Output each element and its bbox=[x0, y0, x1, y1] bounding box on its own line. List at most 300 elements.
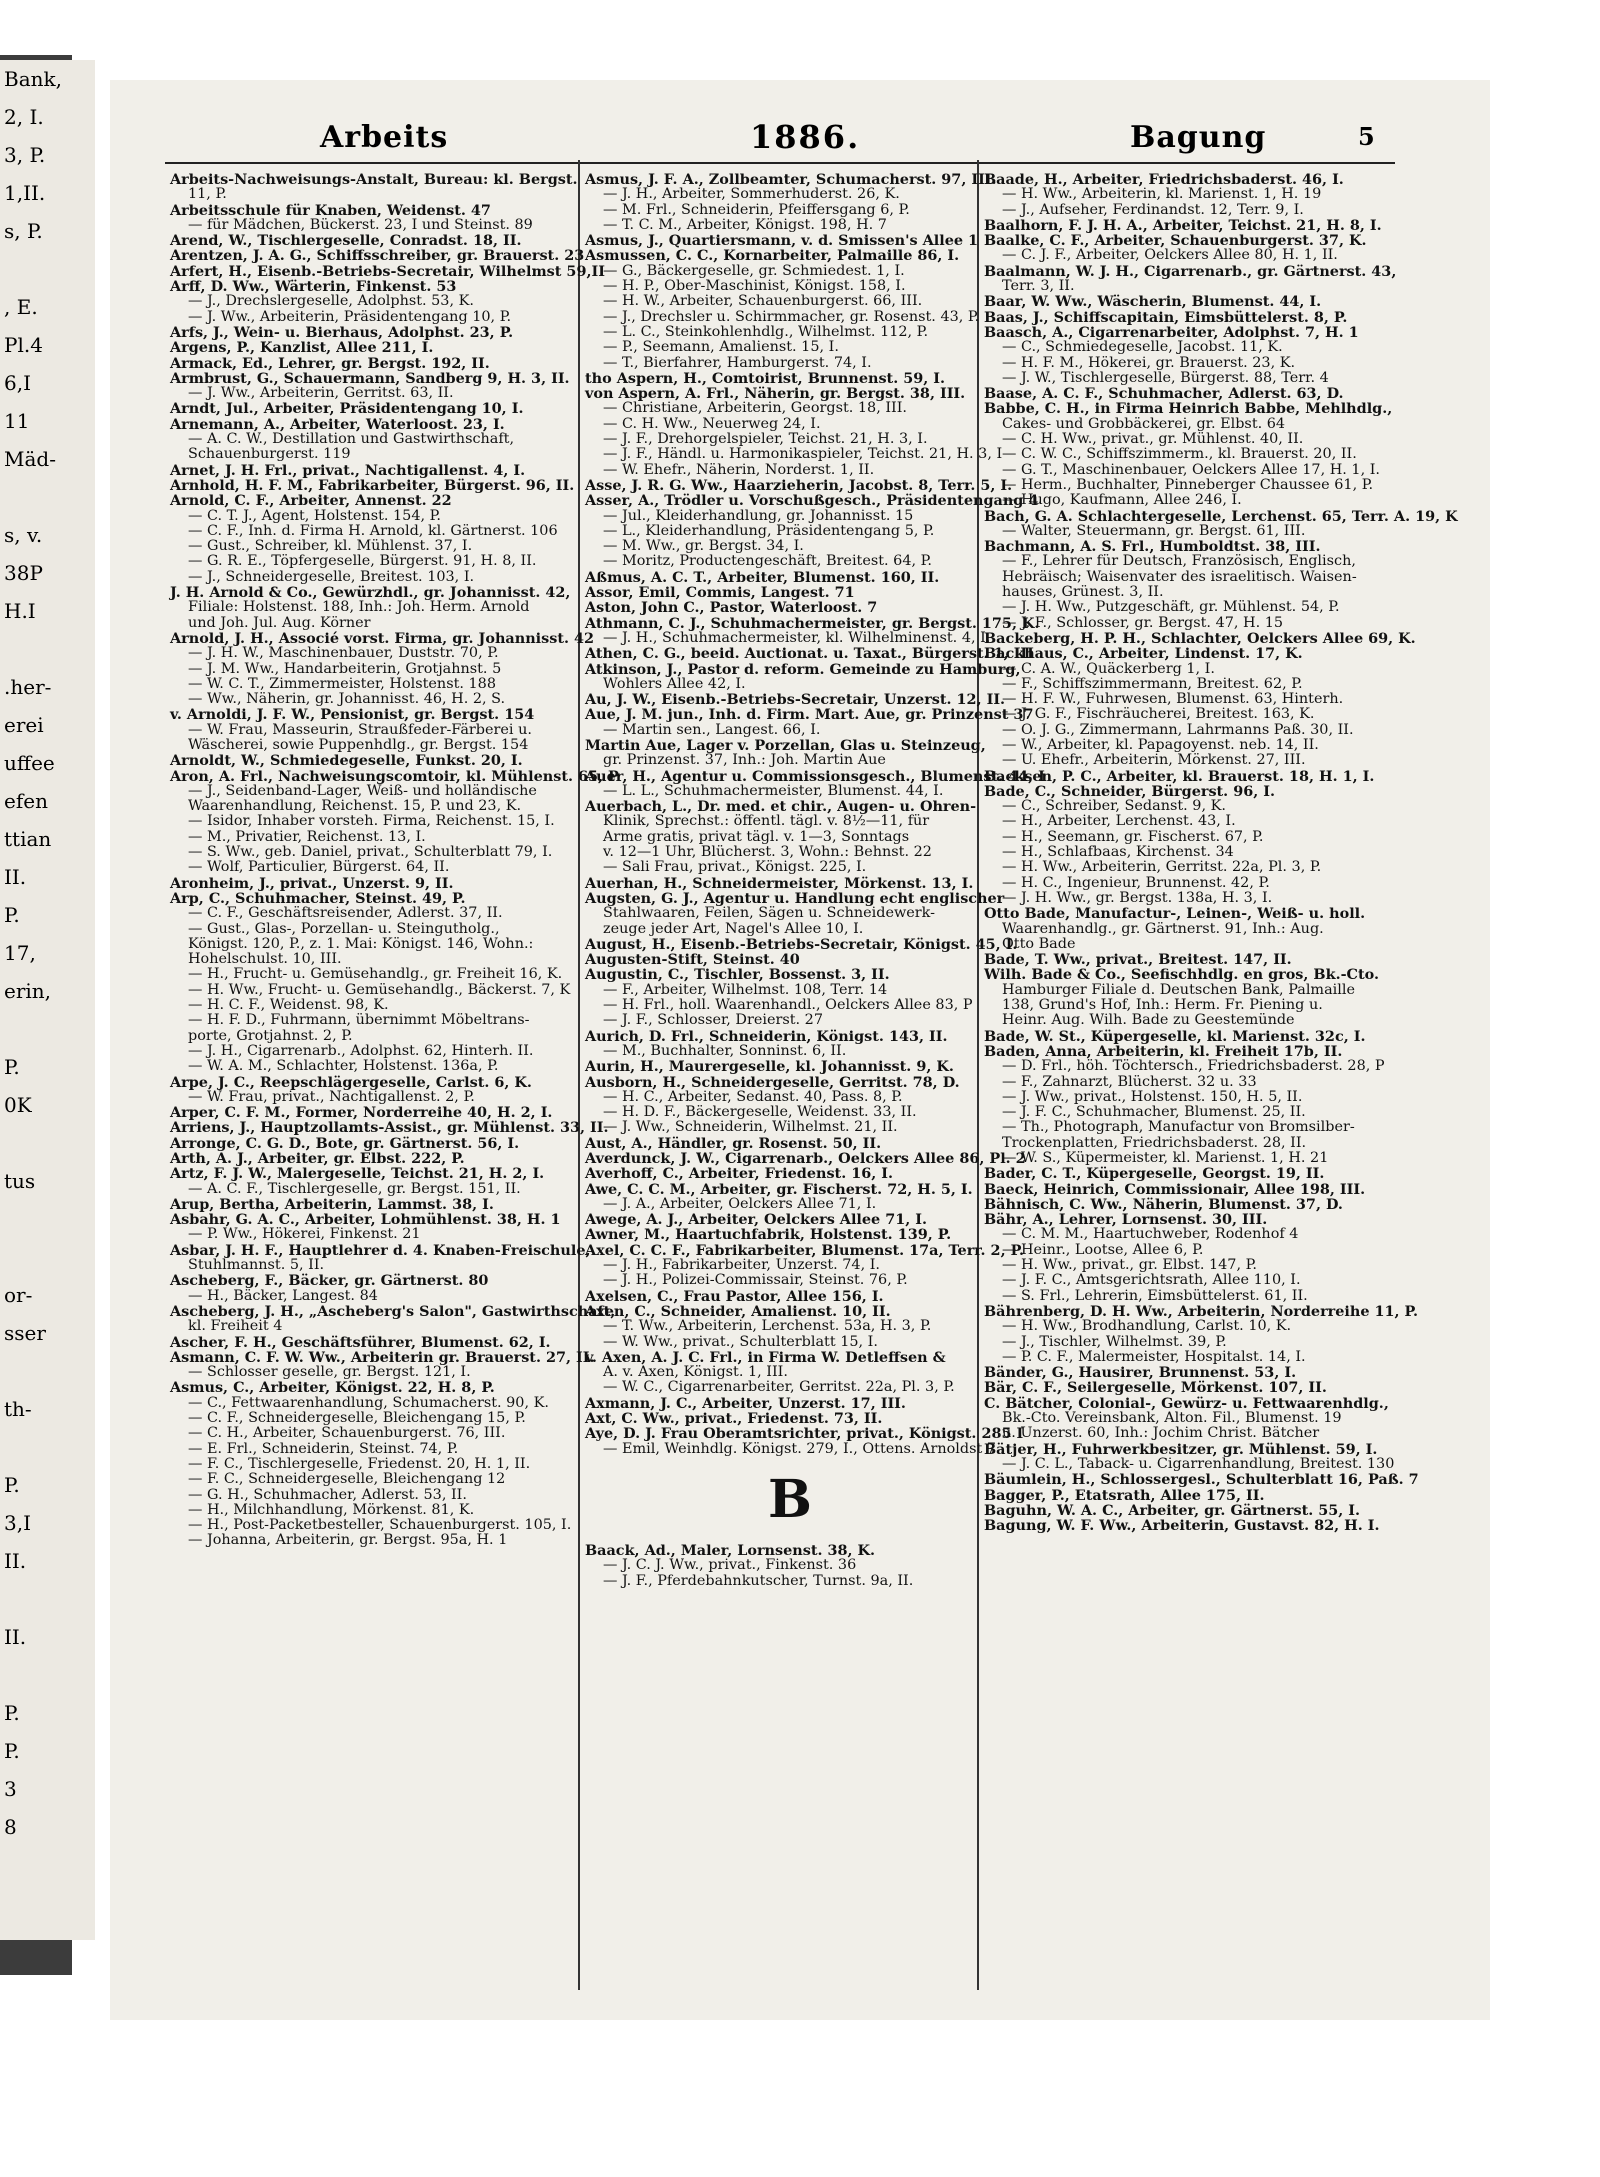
directory-entry: — J. Ww., Schneiderin, Wilhelmst. 21, II. bbox=[603, 1119, 898, 1136]
directory-entry: Awner, M., Haartuchfabrik, Holstenst. 139, P. bbox=[585, 1226, 952, 1244]
directory-entry: — H. F. W., Fuhrwesen, Blumenst. 63, Hinterh. bbox=[1002, 691, 1344, 708]
directory-entry: Aßmus, A. C. T., Arbeiter, Blumenst. 160, II. bbox=[585, 568, 940, 586]
directory-entry: — J. Ww., privat., Holstenst. 150, H. 5, II. bbox=[1002, 1088, 1303, 1105]
directory-entry: Asmussen, C. C., Kornarbeiter, Palmaille 86, I. bbox=[585, 247, 960, 265]
directory-entry: — T. Ww., Arbeiterin, Lerchenst. 53a, H. 3, P. bbox=[603, 1318, 932, 1335]
directory-entry: Augusten-Stift, Steinst. 40 bbox=[585, 951, 800, 969]
directory-entry: Aston, John C., Pastor, Waterloost. 7 bbox=[585, 599, 878, 617]
directory-entry: — J. H., Cigarrenarb., Adolphst. 62, Hinterh. II. bbox=[188, 1042, 534, 1059]
section-letter: B bbox=[768, 1468, 812, 1530]
margin-fragment: 0K bbox=[4, 1093, 32, 1117]
directory-entry: — H. C., Ingenieur, Brunnenst. 42, P. bbox=[1002, 874, 1270, 891]
directory-entry: Ausborn, H., Schneidergeselle, Gerritst. 78, D. bbox=[585, 1073, 960, 1091]
directory-entry: — H., Arbeiter, Lerchenst. 43, I. bbox=[1002, 813, 1236, 830]
directory-column-1 bbox=[170, 171, 619, 1972]
directory-entry: — H., Post-Packetbesteller, Schauenburgerst. 105, I. bbox=[188, 1517, 572, 1534]
directory-entry: Auerhan, H., Schneidermeister, Mörkenst. 13, I. bbox=[585, 874, 974, 892]
margin-fragment: II. bbox=[4, 1549, 27, 1573]
directory-entry: Awe, C. C. M., Arbeiter, gr. Fischerst. 72, H. 5, I. bbox=[585, 1180, 973, 1198]
directory-entry: — J. F., Händl. u. Harmonikaspieler, Teichst. 21, H. 3, I bbox=[603, 446, 1003, 463]
directory-entry: Terr. 3, II. bbox=[1002, 278, 1075, 295]
directory-entry: Bäumlein, H., Schlossergesl., Schulterblatt 16, Paß. 7 bbox=[984, 1471, 1419, 1489]
directory-entry: — L. C., Steinkohlenhdlg., Wilhelmst. 112, P. bbox=[603, 323, 929, 340]
directory-entry: — M. Frl., Schneiderin, Pfeiffersgang 6, P. bbox=[603, 201, 910, 218]
directory-entry: Aurich, D. Frl., Schneiderin, Königst. 143, II. bbox=[585, 1027, 948, 1045]
directory-entry: Axen, C., Schneider, Amalienst. 10, II. bbox=[585, 1302, 891, 1320]
directory-entry: — Heinr., Lootse, Allee 6, P. bbox=[1002, 1241, 1204, 1258]
directory-entry: Averhoff, C., Arbeiter, Friedenst. 16, I. bbox=[585, 1165, 893, 1183]
directory-entry: — C. T. J., Agent, Holstenst. 154, P. bbox=[188, 507, 441, 524]
directory-entry: — C. H., Arbeiter, Schauenburgerst. 76, III. bbox=[188, 1425, 506, 1442]
directory-entry: Arbeits-Nachweisungs-Anstalt, Bureau: kl. Bergst. bbox=[170, 171, 578, 188]
directory-entry: — G. H., Schuhmacher, Adlerst. 53, II. bbox=[188, 1486, 467, 1503]
previous-page-margin bbox=[0, 60, 95, 1940]
directory-entry: hauses, Grünest. 3, II. bbox=[1002, 584, 1164, 601]
margin-fragment: II. bbox=[4, 1625, 27, 1649]
directory-entry: Atkinson, J., Pastor d. reform. Gemeinde zu Hamburg, bbox=[585, 660, 1021, 678]
directory-entry: — C. H. Ww., Neuerweg 24, I. bbox=[603, 415, 821, 432]
directory-entry: — J., Drechsler u. Schirmmacher, gr. Rosenst. 43, P. bbox=[603, 308, 980, 325]
margin-fragment: 6,I bbox=[4, 371, 31, 395]
directory-entry: Arfert, H., Eisenb.-Betriebs-Secretair, Wilhelmst 59,II bbox=[170, 262, 605, 280]
directory-entry: — Christiane, Arbeiterin, Georgst. 18, III. bbox=[603, 400, 907, 417]
directory-entry: Asmann, C. F. W. Ww., Arbeiterin gr. Brauerst. 27, II. bbox=[170, 1348, 595, 1366]
directory-entry: tho Aspern, H., Comtoirist, Brunnenst. 59, I. bbox=[585, 369, 946, 387]
directory-entry: — Moritz, Productengeschäft, Breitest. 64, P. bbox=[603, 553, 932, 570]
directory-entry: — F., Arbeiter, Wilhelmst. 108, Terr. 14 bbox=[603, 981, 888, 998]
directory-entry: Baeck, Heinrich, Commissionair, Allee 198, III. bbox=[984, 1180, 1366, 1198]
directory-entry: — A. C. F., Tischlergeselle, gr. Bergst. 151, II. bbox=[188, 1180, 521, 1197]
directory-entry: A. v. Axen, Königst. 1, III. bbox=[603, 1364, 788, 1381]
directory-entry: Ascher, F. H., Geschäftsführer, Blumenst. 62, I. bbox=[170, 1333, 551, 1351]
directory-entry: Au, J. W., Eisenb.-Betriebs-Secretair, Unzerst. 12, II. bbox=[585, 691, 1006, 709]
directory-entry: — W. Frau, Masseurin, Straußfeder-Färberei u. bbox=[188, 721, 532, 738]
directory-entry: Averdunck, J. W., Cigarrenarb., Oelckers Allee 86, Pl. 2 bbox=[585, 1150, 1026, 1167]
directory-entry: Aronheim, J., privat., Unzerst. 9, II. bbox=[170, 874, 454, 892]
margin-fragment bbox=[0, 1580, 95, 1618]
directory-entry: Baack, Ad., Maler, Lornsenst. 38, K. bbox=[585, 1541, 876, 1559]
directory-entry: — J. H. Ww., Putzgeschäft, gr. Mühlenst. 54, P. bbox=[1002, 599, 1340, 616]
directory-entry: — C. J. F., Arbeiter, Oelckers Allee 80, H. 1, II. bbox=[1002, 247, 1338, 264]
directory-entry: — J. C. L., Taback- u. Cigarrenhandlung, Breitest. 130 bbox=[1002, 1455, 1395, 1472]
directory-entry: Bätjer, H., Fuhrwerkbesitzer, gr. Mühlenst. 59, I. bbox=[984, 1440, 1378, 1458]
directory-entry: Bähr, A., Lehrer, Lornsenst. 30, III. bbox=[984, 1211, 1268, 1229]
directory-entry: — Jul., Kleiderhandlung, gr. Johannisst. 15 bbox=[603, 507, 914, 524]
directory-entry: Athmann, C. J., Schuhmachermeister, gr. Bergst. 175, K. bbox=[585, 614, 1040, 632]
directory-entry: — J. G. F., Fischräucherei, Breitest. 163, K. bbox=[1002, 706, 1315, 723]
directory-entry: — Gust., Schreiber, kl. Mühlenst. 37, I. bbox=[188, 538, 473, 555]
directory-entry: — H., Schlafbaas, Kirchenst. 34 bbox=[1002, 844, 1234, 861]
margin-fragment: , E. bbox=[4, 295, 38, 319]
directory-entry: Aye, D. J. Frau Oberamtsrichter, privat., Königst. 285 I bbox=[585, 1425, 1024, 1443]
directory-entry: — H. F. D., Fuhrmann, übernimmt Möbeltrans- bbox=[188, 1012, 530, 1029]
directory-entry: Augsten, G. J., Agentur u. Handlung echt englischer bbox=[585, 889, 1005, 907]
margin-fragment: 8 bbox=[4, 1815, 17, 1839]
directory-entry: Armbrust, G., Schauermann, Sandberg 9, H. 3, II. bbox=[170, 369, 570, 387]
directory-entry: zeuge jeder Art, Nagel's Allee 10, I. bbox=[603, 920, 864, 937]
directory-entry: Wohlers Allee 42, I. bbox=[603, 675, 746, 692]
directory-entry: C. Bätcher, Colonial-, Gewürz- u. Fettwaarenhdlg., bbox=[984, 1394, 1389, 1412]
directory-entry: — W. A. M., Schlachter, Holstenst. 136a, P. bbox=[188, 1058, 499, 1075]
directory-entry: Bär, C. F., Seilergeselle, Mörkenst. 107, II. bbox=[984, 1379, 1327, 1397]
margin-fragment: s, v. bbox=[4, 523, 43, 547]
directory-entry: — H. F. M., Hökerei, gr. Brauerst. 23, K. bbox=[1002, 354, 1296, 371]
margin-fragment bbox=[0, 1352, 95, 1390]
directory-entry: Athen, C. G., beeid. Auctionat. u. Taxat., Bürgerst. 1, III bbox=[585, 645, 1034, 663]
directory-entry: — C. F., Inh. d. Firma H. Arnold, kl. Gärtnerst. 106 bbox=[188, 522, 558, 539]
header-right-keyword: Bagung bbox=[1130, 120, 1267, 155]
directory-entry: — F. C., Tischlergeselle, Friedenst. 20, H. 1, II. bbox=[188, 1455, 531, 1472]
directory-entry: — F., Lehrer für Deutsch, Französisch, Englisch, bbox=[1002, 553, 1356, 570]
directory-entry: — J. W., Tischlergeselle, Bürgerst. 88, Terr. 4 bbox=[1002, 369, 1329, 386]
directory-entry: — J. H., Polizei-Commissair, Steinst. 76, P. bbox=[603, 1272, 908, 1289]
directory-entry: Arp, C., Schuhmacher, Steinst. 49, P. bbox=[170, 889, 466, 907]
directory-entry: Martin Aue, Lager v. Porzellan, Glas u. Steinzeug, bbox=[585, 736, 986, 754]
directory-entry: — C. A. W., Quäckerberg 1, I. bbox=[1002, 660, 1215, 677]
directory-entry: — J., Schneidergeselle, Breitest. 103, I. bbox=[188, 568, 475, 585]
directory-entry: — O. J. G., Zimmermann, Lahrmanns Paß. 30, II. bbox=[1002, 721, 1354, 738]
directory-entry: — J. H. Ww., gr. Bergst. 138a, H. 3, I. bbox=[1002, 889, 1273, 906]
directory-entry: — T., Bierfahrer, Hamburgerst. 74, I. bbox=[603, 354, 872, 371]
directory-entry: kl. Freiheit 4 bbox=[188, 1318, 283, 1335]
directory-entry: — U. Ehefr., Arbeiterin, Mörkenst. 27, III. bbox=[1002, 752, 1306, 769]
directory-entry: Bade, C., Schneider, Bürgerst. 96, I. bbox=[984, 782, 1275, 800]
header-left-keyword: Arbeits bbox=[320, 120, 449, 155]
directory-entry: — J., Seidenband-Lager, Weiß- und holländische bbox=[188, 782, 537, 799]
margin-fragment: erin, bbox=[4, 979, 52, 1003]
directory-entry: — Herm., Buchhalter, Pinneberger Chaussee 61, P. bbox=[1002, 476, 1374, 493]
directory-entry: — F., Schiffszimmermann, Breitest. 62, P. bbox=[1002, 675, 1303, 692]
margin-fragment: 38P bbox=[4, 561, 43, 585]
directory-entry: — J. F., Schlosser, gr. Bergst. 47, H. 15 bbox=[1002, 614, 1284, 631]
directory-entry: gr. Prinzenst. 37, Inh.: Joh. Martin Aue bbox=[603, 752, 886, 769]
margin-fragment: 2, I. bbox=[4, 105, 44, 129]
directory-entry: Arentzen, J. A. G., Schiffsschreiber, gr. Brauerst. 23 bbox=[170, 247, 585, 265]
directory-entry: Arth, A. J., Arbeiter, gr. Elbst. 222, P. bbox=[170, 1150, 465, 1167]
margin-fragment: efen bbox=[4, 789, 48, 813]
directory-entry: — Johanna, Arbeiterin, gr. Bergst. 95a, H. 1 bbox=[188, 1532, 508, 1549]
directory-entry: Bade, W. St., Küpergeselle, kl. Marienst. 32c, I. bbox=[984, 1027, 1366, 1045]
directory-entry: Arnoldt, W., Schmiedegeselle, Funkst. 20, I. bbox=[170, 752, 523, 770]
directory-entry: — H. Ww., privat., gr. Elbst. 147, P. bbox=[1002, 1257, 1257, 1274]
directory-entry: Axmann, J. C., Arbeiter, Unzerst. 17, III. bbox=[585, 1394, 906, 1412]
directory-entry: Bänder, G., Hausirer, Brunnenst. 53, I. bbox=[984, 1364, 1297, 1382]
directory-entry: Baasch, A., Cigarrenarbeiter, Adolphst. 7, H. 1 bbox=[984, 323, 1359, 341]
directory-entry: — J. F. C., Amtsgerichtsrath, Allee 110, I. bbox=[1002, 1272, 1301, 1289]
directory-entry: Hamburger Filiale d. Deutschen Bank, Palmaille bbox=[1002, 981, 1355, 998]
directory-entry: Axel, C. C. F., Fabrikarbeiter, Blumenst. 17a, Terr. 2, P. bbox=[585, 1241, 1025, 1259]
directory-entry: Cakes- und Grobbäckerei, gr. Elbst. 64 bbox=[1002, 415, 1286, 432]
directory-entry: — für Mädchen, Bückerst. 23, I und Steinst. 89 bbox=[188, 216, 533, 233]
directory-entry: Heinr. Aug. Wilh. Bade zu Geestemünde bbox=[1002, 1012, 1295, 1029]
directory-entry: — C., Fettwaarenhandlung, Schumacherst. 90, K. bbox=[188, 1394, 549, 1411]
directory-entry: — D. Frl., höh. Töchtersch., Friedrichsbaderst. 28, P bbox=[1002, 1058, 1385, 1075]
directory-entry: — J. H., Schuhmachermeister, kl. Wilhelminenst. 4, I. bbox=[603, 629, 991, 646]
directory-entry: — J. C. J. Ww., privat., Finkenst. 36 bbox=[603, 1557, 857, 1574]
directory-entry: — H. Ww., Frucht- u. Gemüsehandlg., Bäckerst. 7, K bbox=[188, 981, 571, 998]
directory-entry: Asbar, J. H. F., Hauptlehrer d. 4. Knaben-Freischule, bbox=[170, 1241, 591, 1259]
directory-entry: — P. C. F., Malermeister, Hospitalst. 14, I. bbox=[1002, 1348, 1306, 1365]
directory-entry: — M., Privatier, Reichenst. 13, I. bbox=[188, 828, 426, 845]
directory-entry: Hebräisch; Waisenvater des israelitisch. Waisen- bbox=[1002, 568, 1357, 585]
margin-fragment: uffee bbox=[4, 751, 55, 775]
directory-entry: Axelsen, C., Frau Pastor, Allee 156, I. bbox=[585, 1287, 884, 1305]
directory-entry: Otto Bade, Manufactur-, Leinen-, Weiß- u. holl. bbox=[984, 905, 1366, 923]
directory-entry: — L., Kleiderhandlung, Präsidentengang 5, P. bbox=[603, 522, 935, 539]
directory-entry: Aurin, H., Maurergeselle, kl. Johannisst. 9, K. bbox=[585, 1058, 954, 1076]
directory-entry: — Isidor, Inhaber vorsteh. Firma, Reichenst. 15, I. bbox=[188, 813, 555, 830]
directory-entry: Klinik, Sprechst.: öffentl. tägl. v. 8½—11, für bbox=[603, 813, 930, 830]
directory-entry: Bährenberg, D. H. Ww., Arbeiterin, Norderreihe 11, P. bbox=[984, 1302, 1418, 1320]
directory-entry: Trockenplatten, Friedrichsbaderst. 28, II. bbox=[1002, 1134, 1307, 1151]
margin-fragment: ttian bbox=[4, 827, 52, 851]
directory-entry: — Emil, Weinhdlg. Königst. 279, I., Ottens. Arnoldst 7 bbox=[603, 1440, 996, 1457]
directory-entry: — C. M. M., Haartuchweber, Rodenhof 4 bbox=[1002, 1226, 1299, 1243]
directory-entry: Otto Bade bbox=[1002, 935, 1076, 952]
directory-entry: — J., Drechslergeselle, Adolphst. 53, K. bbox=[188, 293, 474, 310]
directory-entry: Asser, A., Trödler u. Vorschußgesch., Präsidentengang 4 bbox=[585, 492, 1039, 510]
directory-entry: — F., Zahnarzt, Blücherst. 32 u. 33 bbox=[1002, 1073, 1257, 1090]
directory-entry: — Hugo, Kaufmann, Allee 246, I. bbox=[1002, 492, 1242, 509]
margin-fragment bbox=[0, 1238, 95, 1276]
margin-fragment: H.I bbox=[4, 599, 36, 623]
directory-entry: Stuhlmannst. 5, II. bbox=[188, 1257, 325, 1274]
directory-entry: Augustin, C., Tischler, Bossenst. 3, II. bbox=[585, 966, 890, 984]
directory-entry: Filiale: Holstenst. 188, Inh.: Joh. Herm. Arnold bbox=[188, 599, 530, 616]
margin-fragment bbox=[0, 1656, 95, 1694]
directory-entry: — Th., Photograph, Manufactur von Bromsilber- bbox=[1002, 1119, 1355, 1136]
margin-fragment: 11 bbox=[4, 409, 30, 433]
directory-entry: v. 12—1 Uhr, Blücherst. 3, Wohn.: Behnst. 22 bbox=[603, 844, 932, 861]
margin-fragment: P. bbox=[4, 1701, 20, 1725]
directory-entry: Baguhn, W. A. C., Arbeiter, gr. Gärtnerst. 55, I. bbox=[984, 1501, 1361, 1519]
directory-entry: u. Unzerst. 60, Inh.: Jochim Christ. Bätcher bbox=[1002, 1425, 1320, 1442]
directory-entry: Bachmann, A. S. Frl., Humboldtst. 38, III. bbox=[984, 538, 1321, 556]
directory-column-3 bbox=[984, 171, 1458, 1972]
margin-fragment: erei bbox=[4, 713, 44, 737]
directory-entry: Aron, A. Frl., Nachweisungscomtoir, kl. Mühlenst. 65, P bbox=[170, 767, 619, 785]
directory-entry: Wäscherei, sowie Puppenhdlg., gr. Bergst. 154 bbox=[188, 736, 529, 753]
directory-entry: — J. Ww., Arbeiterin, Präsidentengang 10, P. bbox=[188, 308, 512, 325]
directory-entry: — H., Frucht- u. Gemüsehandlg., gr. Freiheit 16, K. bbox=[188, 966, 563, 983]
header-year: 1886. bbox=[750, 118, 861, 156]
directory-entry: — C., Schmiedegeselle, Jacobst. 11, K. bbox=[1002, 339, 1283, 356]
directory-entry: 11, P. bbox=[188, 186, 227, 203]
directory-entry: Bk.-Cto. Vereinsbank, Alton. Fil., Blumenst. 19 bbox=[1002, 1410, 1342, 1427]
directory-entry: — W. Ww., privat., Schulterblatt 15, I. bbox=[603, 1333, 878, 1350]
directory-entry: v. Axen, A. J. C. Frl., in Firma W. Detleffsen & bbox=[585, 1348, 946, 1366]
directory-entry: Bader, C. T., Küpergeselle, Georgst. 19, II. bbox=[984, 1165, 1325, 1183]
directory-entry: Arriens, J., Hauptzollamts-Assist., gr. Mühlenst. 33, II. bbox=[170, 1119, 609, 1137]
directory-entry: Königst. 120, P., z. 1. Mai: Königst. 146, Wohn.: bbox=[188, 935, 534, 952]
directory-entry: Bade, T. Ww., privat., Breitest. 147, II. bbox=[984, 951, 1292, 969]
directory-entry: Baalmann, W. J. H., Cigarrenarb., gr. Gärtnerst. 43, bbox=[984, 262, 1397, 280]
directory-entry: — H. C. F., Weidenst. 98, K. bbox=[188, 997, 389, 1014]
directory-entry: Arronge, C. G. D., Bote, gr. Gärtnerst. 56, I. bbox=[170, 1134, 520, 1152]
margin-fragment: P. bbox=[4, 903, 20, 927]
directory-entry: — L. L., Schuhmachermeister, Blumenst. 44, I. bbox=[603, 782, 944, 799]
directory-entry: J. H. Arnold & Co., Gewürzhdl., gr. Johannisst. 42, bbox=[170, 584, 571, 602]
directory-entry: — Gust., Glas-, Porzellan- u. Steingutholg., bbox=[188, 920, 500, 937]
directory-entry: — W. Ehefr., Näherin, Norderst. 1, II. bbox=[603, 461, 875, 478]
directory-entry: — C. F., Schneidergeselle, Bleichengang 15, P. bbox=[188, 1410, 526, 1427]
directory-entry: Backhaus, C., Arbeiter, Lindenst. 17, K. bbox=[984, 645, 1303, 663]
directory-entry: Baden, Anna, Arbeiterin, kl. Freiheit 17b, II. bbox=[984, 1042, 1343, 1060]
directory-entry: Waarenhandlg., gr. Gärtnerst. 91, Inh.: Aug. bbox=[1002, 920, 1324, 937]
directory-entry: — G. R. E., Töpfergeselle, Bürgerst. 91, H. 8, II. bbox=[188, 553, 537, 570]
directory-entry: Auer, H., Agentur u. Commissionsgesch., Blumenst. 44, I bbox=[585, 767, 1045, 785]
directory-entry: Asmus, J., Quartiersmann, v. d. Smissen's Allee 1 bbox=[585, 232, 979, 250]
margin-fragment: Mäd- bbox=[4, 447, 56, 471]
directory-entry: — H. C., Arbeiter, Sedanst. 40, Pass. 8, P. bbox=[603, 1088, 903, 1105]
margin-fragment bbox=[0, 1200, 95, 1238]
directory-entry: — J. F., Schlosser, Dreierst. 27 bbox=[603, 1012, 823, 1029]
directory-entry: — Walter, Steuermann, gr. Bergst. 61, III. bbox=[1002, 522, 1306, 539]
directory-entry: Baalhorn, F. J. H. A., Arbeiter, Teichst. 21, H. 8, I. bbox=[984, 216, 1382, 234]
directory-entry: — W. C. T., Zimmermeister, Holstenst. 188 bbox=[188, 675, 496, 692]
directory-entry: — J. H. W., Maschinenbauer, Duststr. 70, P. bbox=[188, 645, 499, 662]
margin-fragment: Pl.4 bbox=[4, 333, 43, 357]
directory-entry: Baas, J., Schiffscapitain, Eimsbüttelerst. 8, P. bbox=[984, 308, 1348, 326]
directory-entry: Bagung, W. F. Ww., Arbeiterin, Gustavst. 82, H. I. bbox=[984, 1517, 1380, 1535]
directory-entry: — H., Bäcker, Langest. 84 bbox=[188, 1287, 378, 1304]
margin-fragment bbox=[0, 1010, 95, 1048]
directory-entry: — H., Milchhandlung, Mörkenst. 81, K. bbox=[188, 1501, 475, 1518]
directory-entry: Artz, F. J. W., Malergeselle, Teichst. 21, H. 2, I. bbox=[170, 1165, 545, 1183]
directory-entry: — F. C., Schneidergeselle, Bleichengang 12 bbox=[188, 1471, 506, 1488]
directory-entry: Schauenburgerst. 119 bbox=[188, 446, 351, 463]
directory-entry: Wilh. Bade & Co., Seefischhdlg. en gros, Bk.-Cto. bbox=[984, 966, 1380, 984]
directory-entry: Assor, Emil, Commis, Langest. 71 bbox=[585, 584, 855, 602]
directory-entry: — E. Frl., Schneiderin, Steinst. 74, P. bbox=[188, 1440, 459, 1457]
margin-fragment: P. bbox=[4, 1473, 20, 1497]
directory-entry: Baase, A. C. F., Schuhmacher, Adlerst. 63, D. bbox=[984, 385, 1344, 403]
directory-entry: — H. W., Arbeiter, Schauenburgerst. 66, III. bbox=[603, 293, 923, 310]
directory-entry: Arnold, C. F., Arbeiter, Annenst. 22 bbox=[170, 492, 452, 510]
directory-entry: Aue, J. M. jun., Inh. d. Firm. Mart. Aue, gr. Prinzenst 37 bbox=[585, 706, 1034, 724]
margin-fragment: s, P. bbox=[4, 219, 43, 243]
directory-entry: — M., Buchhalter, Sonninst. 6, II. bbox=[603, 1042, 847, 1059]
directory-entry: Stahlwaaren, Feilen, Sägen u. Schneidewerk- bbox=[603, 905, 936, 922]
margin-fragment bbox=[0, 250, 95, 288]
margin-fragment: 3,I bbox=[4, 1511, 31, 1535]
directory-entry: Hohelschulst. 10, III. bbox=[188, 951, 342, 968]
directory-entry: — J., Tischler, Wilhelmst. 39, P. bbox=[1002, 1333, 1227, 1350]
directory-entry: — Martin sen., Langest. 66, I. bbox=[603, 721, 821, 738]
directory-entry: Arend, W., Tischlergeselle, Conradst. 18, II. bbox=[170, 232, 522, 250]
directory-entry: Asmus, C., Arbeiter, Königst. 22, H. 8, P. bbox=[170, 1379, 495, 1397]
directory-entry: Auerbach, L., Dr. med. et chir., Augen- u. Ohren- bbox=[585, 798, 977, 816]
directory-entry: Arup, Bertha, Arbeiterin, Lammst. 38, I. bbox=[170, 1195, 494, 1213]
margin-fragment bbox=[0, 1428, 95, 1466]
directory-entry: Arnet, J. H. Frl., privat., Nachtigallenst. 4, I. bbox=[170, 461, 526, 479]
margin-fragment: sser bbox=[4, 1321, 46, 1345]
directory-entry: Asbahr, G. A. C., Arbeiter, Lohmühlenst. 38, H. 1 bbox=[170, 1211, 561, 1229]
directory-entry: Babbe, C. H., in Firma Heinrich Babbe, Mehlhdlg., bbox=[984, 400, 1393, 418]
margin-fragment: 1,II. bbox=[4, 181, 46, 205]
directory-entry: — W. S., Küpermeister, kl. Marienst. 1, H. 21 bbox=[1002, 1150, 1329, 1166]
directory-entry: — J. F. C., Schuhmacher, Blumenst. 25, II. bbox=[1002, 1104, 1306, 1121]
directory-entry: Waarenhandlung, Reichenst. 15, P. und 23, K. bbox=[188, 798, 522, 815]
margin-fragment: P. bbox=[4, 1055, 20, 1079]
directory-entry: — Sali Frau, privat., Königst. 225, I. bbox=[603, 859, 867, 876]
directory-entry: von Aspern, A. Frl., Näherin, gr. Bergst. 38, III. bbox=[585, 385, 966, 403]
directory-entry: v. Arnoldi, J. F. W., Pensionist, gr. Bergst. 154 bbox=[170, 706, 535, 724]
directory-entry: August, H., Eisenb.-Betriebs-Secretair, Königst. 45, I. bbox=[585, 935, 1018, 953]
directory-entry: — H. D. F., Bäckergeselle, Weidenst. 33, II. bbox=[603, 1104, 917, 1121]
directory-entry: Backeberg, H. P. H., Schlachter, Oelckers Allee 69, K. bbox=[984, 629, 1416, 647]
directory-entry: — Wolf, Particulier, Bürgerst. 64, II. bbox=[188, 859, 450, 876]
directory-entry: Awege, A. J., Arbeiter, Oelckers Allee 71, I. bbox=[585, 1211, 928, 1229]
margin-fragment: tus bbox=[4, 1169, 36, 1193]
directory-entry: — H. Frl., holl. Waarenhandl., Oelckers Allee 83, P bbox=[603, 997, 973, 1014]
directory-entry: Bach, G. A. Schlachtergeselle, Lerchenst. 65, Terr. A. 19, K bbox=[984, 507, 1458, 525]
directory-entry: — W. C., Cigarrenarbeiter, Gerritst. 22a, Pl. 3, P. bbox=[603, 1379, 955, 1396]
directory-entry: — C., Schreiber, Sedanst. 9, K. bbox=[1002, 798, 1226, 815]
directory-entry: Bähnisch, C. Ww., Näherin, Blumenst. 37, D. bbox=[984, 1195, 1343, 1213]
directory-entry: Armack, Ed., Lehrer, gr. Bergst. 192, II. bbox=[170, 354, 490, 372]
directory-entry: Ascheberg, F., Bäcker, gr. Gärtnerst. 80 bbox=[170, 1272, 489, 1290]
directory-entry: — Schlosser geselle, gr. Bergst. 121, I. bbox=[188, 1364, 471, 1381]
directory-entry: Asse, J. R. G. Ww., Haarzieherin, Jacobst. 8, Terr. 5, I. bbox=[585, 476, 1013, 494]
margin-fragment: II. bbox=[4, 865, 27, 889]
directory-entry: — H. Ww., Brodhandlung, Carlst. 10, K. bbox=[1002, 1318, 1292, 1335]
directory-entry: Argens, P., Kanzlist, Allee 211, I. bbox=[170, 339, 434, 357]
directory-entry: — S. Ww., geb. Daniel, privat., Schulterblatt 79, I. bbox=[188, 844, 553, 861]
directory-entry: — H. Ww., Arbeiterin, kl. Marienst. 1, H. 19 bbox=[1002, 186, 1322, 203]
directory-entry: — W., Arbeiter, kl. Papagoyenst. neb. 14, II. bbox=[1002, 736, 1319, 753]
directory-entry: — C. F., Geschäftsreisender, Adlerst. 37, II. bbox=[188, 905, 503, 922]
directory-entry: — S. Frl., Lehrerin, Eimsbüttelerst. 61, II. bbox=[1002, 1287, 1308, 1304]
directory-entry: Baalke, C. F., Arbeiter, Schauenburgerst. 37, K. bbox=[984, 232, 1367, 250]
page-number: 5 bbox=[1358, 122, 1375, 151]
directory-entry: — J. F., Drehorgelspieler, Teichst. 21, H. 3, I. bbox=[603, 431, 928, 448]
margin-fragment: 17, bbox=[4, 941, 36, 965]
header-rule bbox=[165, 162, 1395, 164]
margin-fragment: 3 bbox=[4, 1777, 17, 1801]
margin-fragment: or- bbox=[4, 1283, 33, 1307]
directory-entry: — P., Seemann, Amalienst. 15, I. bbox=[603, 339, 839, 356]
directory-entry: Baar, W. Ww., Wäscherin, Blumenst. 44, I. bbox=[984, 293, 1322, 311]
directory-entry: — P. Ww., Hökerei, Finkenst. 21 bbox=[188, 1226, 421, 1243]
margin-fragment bbox=[0, 478, 95, 516]
directory-entry: — J. A., Arbeiter, Oelckers Allee 71, I. bbox=[603, 1195, 877, 1212]
directory-entry: Arndt, Jul., Arbeiter, Präsidentengang 10, I. bbox=[170, 400, 524, 418]
directory-entry: — M. Ww., gr. Bergst. 34, I. bbox=[603, 538, 804, 555]
margin-fragment: Bank, bbox=[4, 67, 62, 91]
directory-entry: — H., Seemann, gr. Fischerst. 67, P. bbox=[1002, 828, 1264, 845]
directory-entry: — J. F., Pferdebahnkutscher, Turnst. 9a, II. bbox=[603, 1572, 914, 1589]
directory-entry: — H. Ww., Arbeiterin, Gerritst. 22a, Pl. 3, P. bbox=[1002, 859, 1322, 876]
directory-entry: Arbeitsschule für Knaben, Weidenst. 47 bbox=[170, 201, 491, 219]
margin-fragment bbox=[0, 630, 95, 668]
directory-entry: Ascheberg, J. H., „Ascheberg's Salon", Gastwirthschaft, bbox=[170, 1302, 616, 1320]
directory-entry: — J., Aufseher, Ferdinandst. 12, Terr. 9, I. bbox=[1002, 201, 1304, 218]
directory-entry: Arme gratis, privat tägl. v. 1—3, Sonntags bbox=[603, 828, 910, 845]
directory-entry: — A. C. W., Destillation und Gastwirthschaft, bbox=[188, 431, 515, 448]
margin-fragment: P. bbox=[4, 1739, 20, 1763]
directory-entry: 138, Grund's Hof, Inh.: Herm. Fr. Piening u. bbox=[1002, 997, 1323, 1014]
margin-fragment: 3, P. bbox=[4, 143, 46, 167]
directory-entry: Arpe, J. C., Reepschlägergeselle, Carlst. 6, K. bbox=[170, 1073, 532, 1091]
directory-entry: Axt, C. Ww., privat., Friedenst. 73, II. bbox=[585, 1410, 883, 1428]
directory-entry: — C. W. C., Schiffszimmerm., kl. Brauerst. 20, II. bbox=[1002, 446, 1357, 463]
margin-fragment: .her- bbox=[4, 675, 52, 699]
margin-fragment bbox=[0, 1124, 95, 1162]
directory-entry: Arff, D. Ww., Wärterin, Finkenst. 53 bbox=[170, 278, 457, 296]
directory-entry: — W. Frau, privat., Nachtigallenst. 2, P. bbox=[188, 1088, 475, 1105]
margin-fragment: th- bbox=[4, 1397, 32, 1421]
